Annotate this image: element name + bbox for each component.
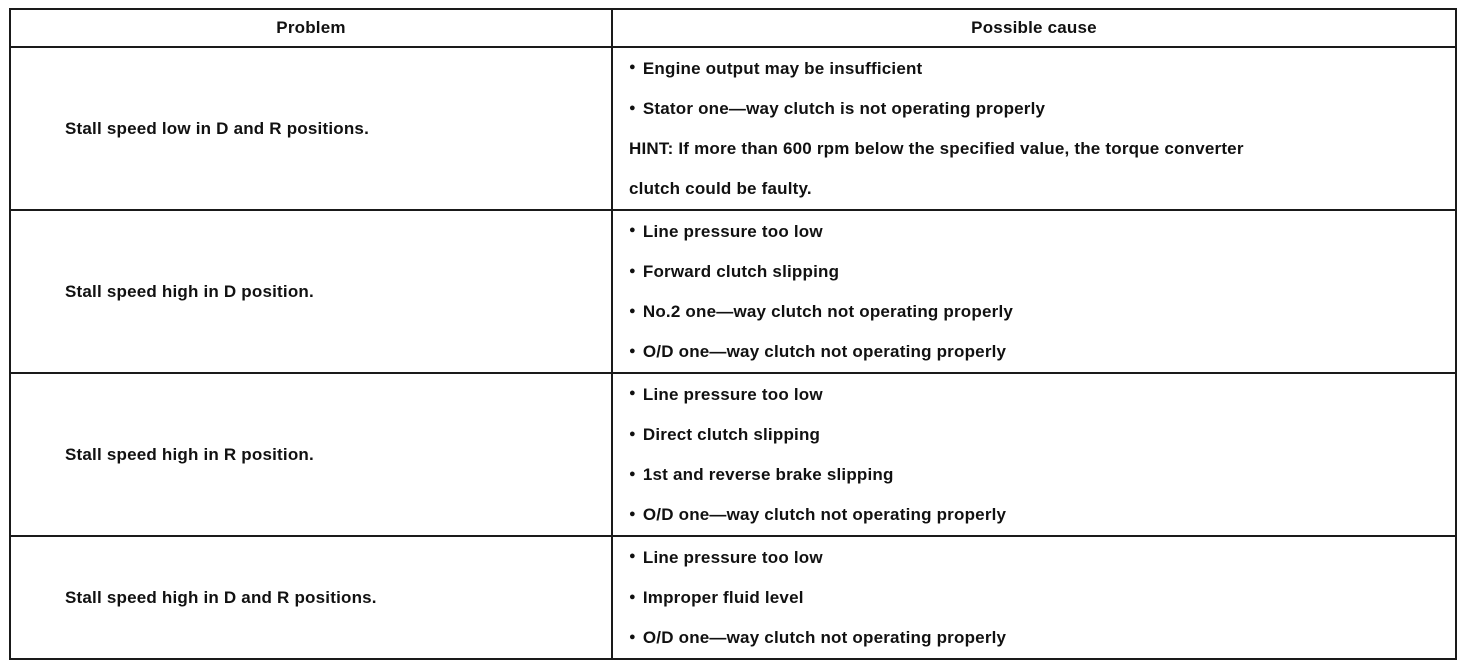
cause-text: Engine output may be insufficient (642, 59, 923, 78)
bullet-icon: ● (629, 304, 636, 317)
cause-item (629, 332, 1455, 372)
cause-item (629, 252, 1455, 292)
table-row (10, 536, 1456, 659)
problem-cell: Stall speed high in D position. (10, 210, 612, 373)
bullet-icon: ● (629, 550, 636, 563)
cause-text: Direct clutch slipping (642, 425, 821, 444)
troubleshooting-sheet (9, 8, 1455, 650)
cause-item (629, 495, 1455, 535)
bullet-icon: ● (629, 427, 636, 440)
problem-cell: Stall speed low in D and R positions. (10, 47, 612, 210)
bullet-icon: ● (629, 507, 636, 520)
stall-test-table (9, 8, 1457, 660)
bullet-icon: ● (629, 630, 636, 643)
bullet-icon: ● (629, 61, 636, 74)
cause-text: O/D one—way clutch not operating properly (642, 628, 1007, 647)
cause-item (629, 89, 1455, 129)
cause-item (629, 618, 1455, 658)
bullet-icon: ● (629, 224, 636, 237)
cause-cell (612, 210, 1456, 373)
cause-item (629, 537, 1455, 578)
cause-item (629, 211, 1455, 252)
problem-column-header: Problem (10, 9, 612, 47)
cause-text: Line pressure too low (642, 222, 823, 241)
bullet-icon: ● (629, 387, 636, 400)
cause-item (629, 578, 1455, 618)
problem-cell: Stall speed high in D and R positions. (10, 536, 612, 659)
cause-text: Forward clutch slipping (642, 262, 840, 281)
cause-column-header: Possible cause (612, 9, 1456, 47)
cause-text: Line pressure too low (642, 385, 823, 404)
problem-cell: Stall speed high in R position. (10, 373, 612, 536)
cause-text: Stator one—way clutch is not operating properly (642, 99, 1046, 118)
cause-text: O/D one—way clutch not operating properly (642, 505, 1007, 524)
bullet-icon: ● (629, 101, 636, 114)
table-row (10, 47, 1456, 210)
hint-line: HINT: If more than 600 rpm below the specified value, the torque converter (629, 139, 1244, 158)
cause-cell (612, 47, 1456, 210)
cause-cell (612, 536, 1456, 659)
cause-text: O/D one—way clutch not operating properly (642, 342, 1007, 361)
bullet-icon: ● (629, 344, 636, 357)
bullet-icon: ● (629, 467, 636, 480)
header-row (10, 9, 1456, 47)
cause-text: Improper fluid level (642, 588, 804, 607)
table-row (10, 210, 1456, 373)
bullet-icon: ● (629, 264, 636, 277)
cause-item (629, 415, 1455, 455)
bullet-icon: ● (629, 590, 636, 603)
cause-cell (612, 373, 1456, 536)
table-row (10, 373, 1456, 536)
cause-text: 1st and reverse brake slipping (642, 465, 894, 484)
cause-text: Line pressure too low (642, 548, 823, 567)
cause-text: No.2 one—way clutch not operating properly (642, 302, 1014, 321)
cause-item (629, 455, 1455, 495)
hint-line: clutch could be faulty. (629, 179, 812, 198)
cause-item (629, 374, 1455, 415)
cause-item (629, 292, 1455, 332)
cause-item (629, 48, 1455, 89)
